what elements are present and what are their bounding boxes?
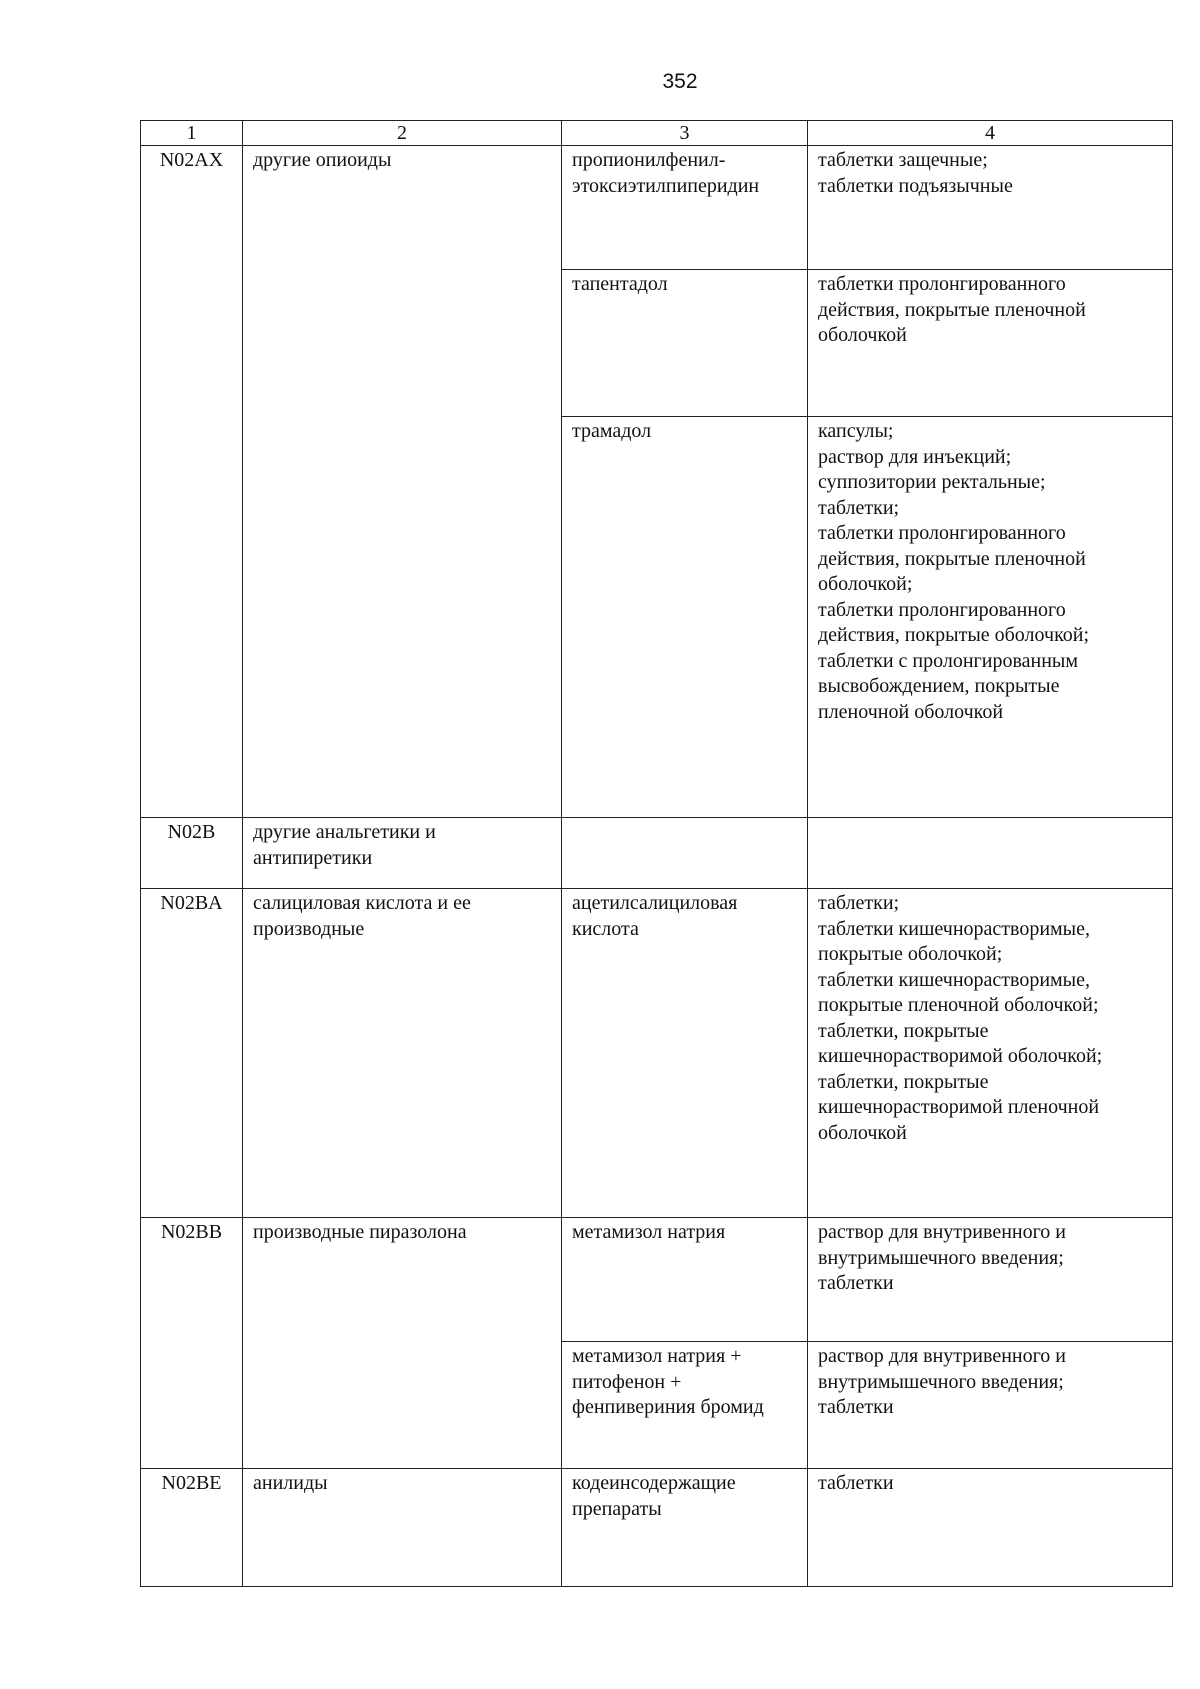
table-row [141, 1218, 1173, 1342]
group-name-cell: другие опиоиды [243, 146, 562, 818]
header-col-4: 4 [808, 121, 1173, 146]
table-header-row [141, 121, 1173, 146]
dosage-forms-cell: капсулы; раствор для инъекций; суппозитории ректальные; таблетки; таблетки пролонгированного действия, покрытые пленочной оболочкой; таблетки пролонгированного действия, покрытые оболочкой; таблетки с пролонгированным высвобождением, покрытые пленочной оболочкой [808, 417, 1173, 818]
dosage-forms-cell: таблетки пролонгированного действия, покрытые пленочной оболочкой [808, 270, 1173, 417]
atc-code-cell: N02BA [141, 889, 243, 1218]
table-row [141, 889, 1173, 1218]
table-row [141, 146, 1173, 270]
atc-code-cell: N02BE [141, 1469, 243, 1587]
drug-name-cell: метамизол натрия + питофенон + фенпивериния бромид [562, 1342, 808, 1469]
dosage-forms-cell: раствор для внутривенного и внутримышечного введения; таблетки [808, 1218, 1173, 1342]
atc-code-cell: N02BB [141, 1218, 243, 1469]
dosage-forms-cell: таблетки защечные; таблетки подъязычные [808, 146, 1173, 270]
empty-cell [562, 818, 808, 889]
dosage-forms-cell: таблетки; таблетки кишечнорастворимые, покрытые оболочкой; таблетки кишечнорастворимые, покрытые пленочной оболочкой; таблетки, покрытые кишечнорастворимой оболочкой; таблетки, покрытые кишечнорастворимой пленочной оболочкой [808, 889, 1173, 1218]
drug-name-cell: тапентадол [562, 270, 808, 417]
empty-cell [808, 818, 1173, 889]
header-col-1: 1 [141, 121, 243, 146]
group-name-cell: другие анальгетики и антипиретики [243, 818, 562, 889]
group-name-cell: анилиды [243, 1469, 562, 1587]
drug-name-cell: метамизол натрия [562, 1218, 808, 1342]
drug-name-cell: кодеинсодержащие препараты [562, 1469, 808, 1587]
group-name-cell: производные пиразолона [243, 1218, 562, 1469]
drug-name-cell: ацетилсалициловая кислота [562, 889, 808, 1218]
atc-code-cell: N02B [141, 818, 243, 889]
table-row [141, 818, 1173, 889]
header-col-3: 3 [562, 121, 808, 146]
drug-classification-table [140, 120, 1173, 1587]
group-name-cell: салициловая кислота и ее производные [243, 889, 562, 1218]
table-row [141, 1469, 1173, 1587]
page-number: 352 [662, 70, 698, 93]
drug-name-cell: пропионилфенил- этоксиэтилпиперидин [562, 146, 808, 270]
drug-name-cell: трамадол [562, 417, 808, 818]
dosage-forms-cell: таблетки [808, 1469, 1173, 1587]
atc-code-cell: N02AX [141, 146, 243, 818]
header-col-2: 2 [243, 121, 562, 146]
dosage-forms-cell: раствор для внутривенного и внутримышечного введения; таблетки [808, 1342, 1173, 1469]
